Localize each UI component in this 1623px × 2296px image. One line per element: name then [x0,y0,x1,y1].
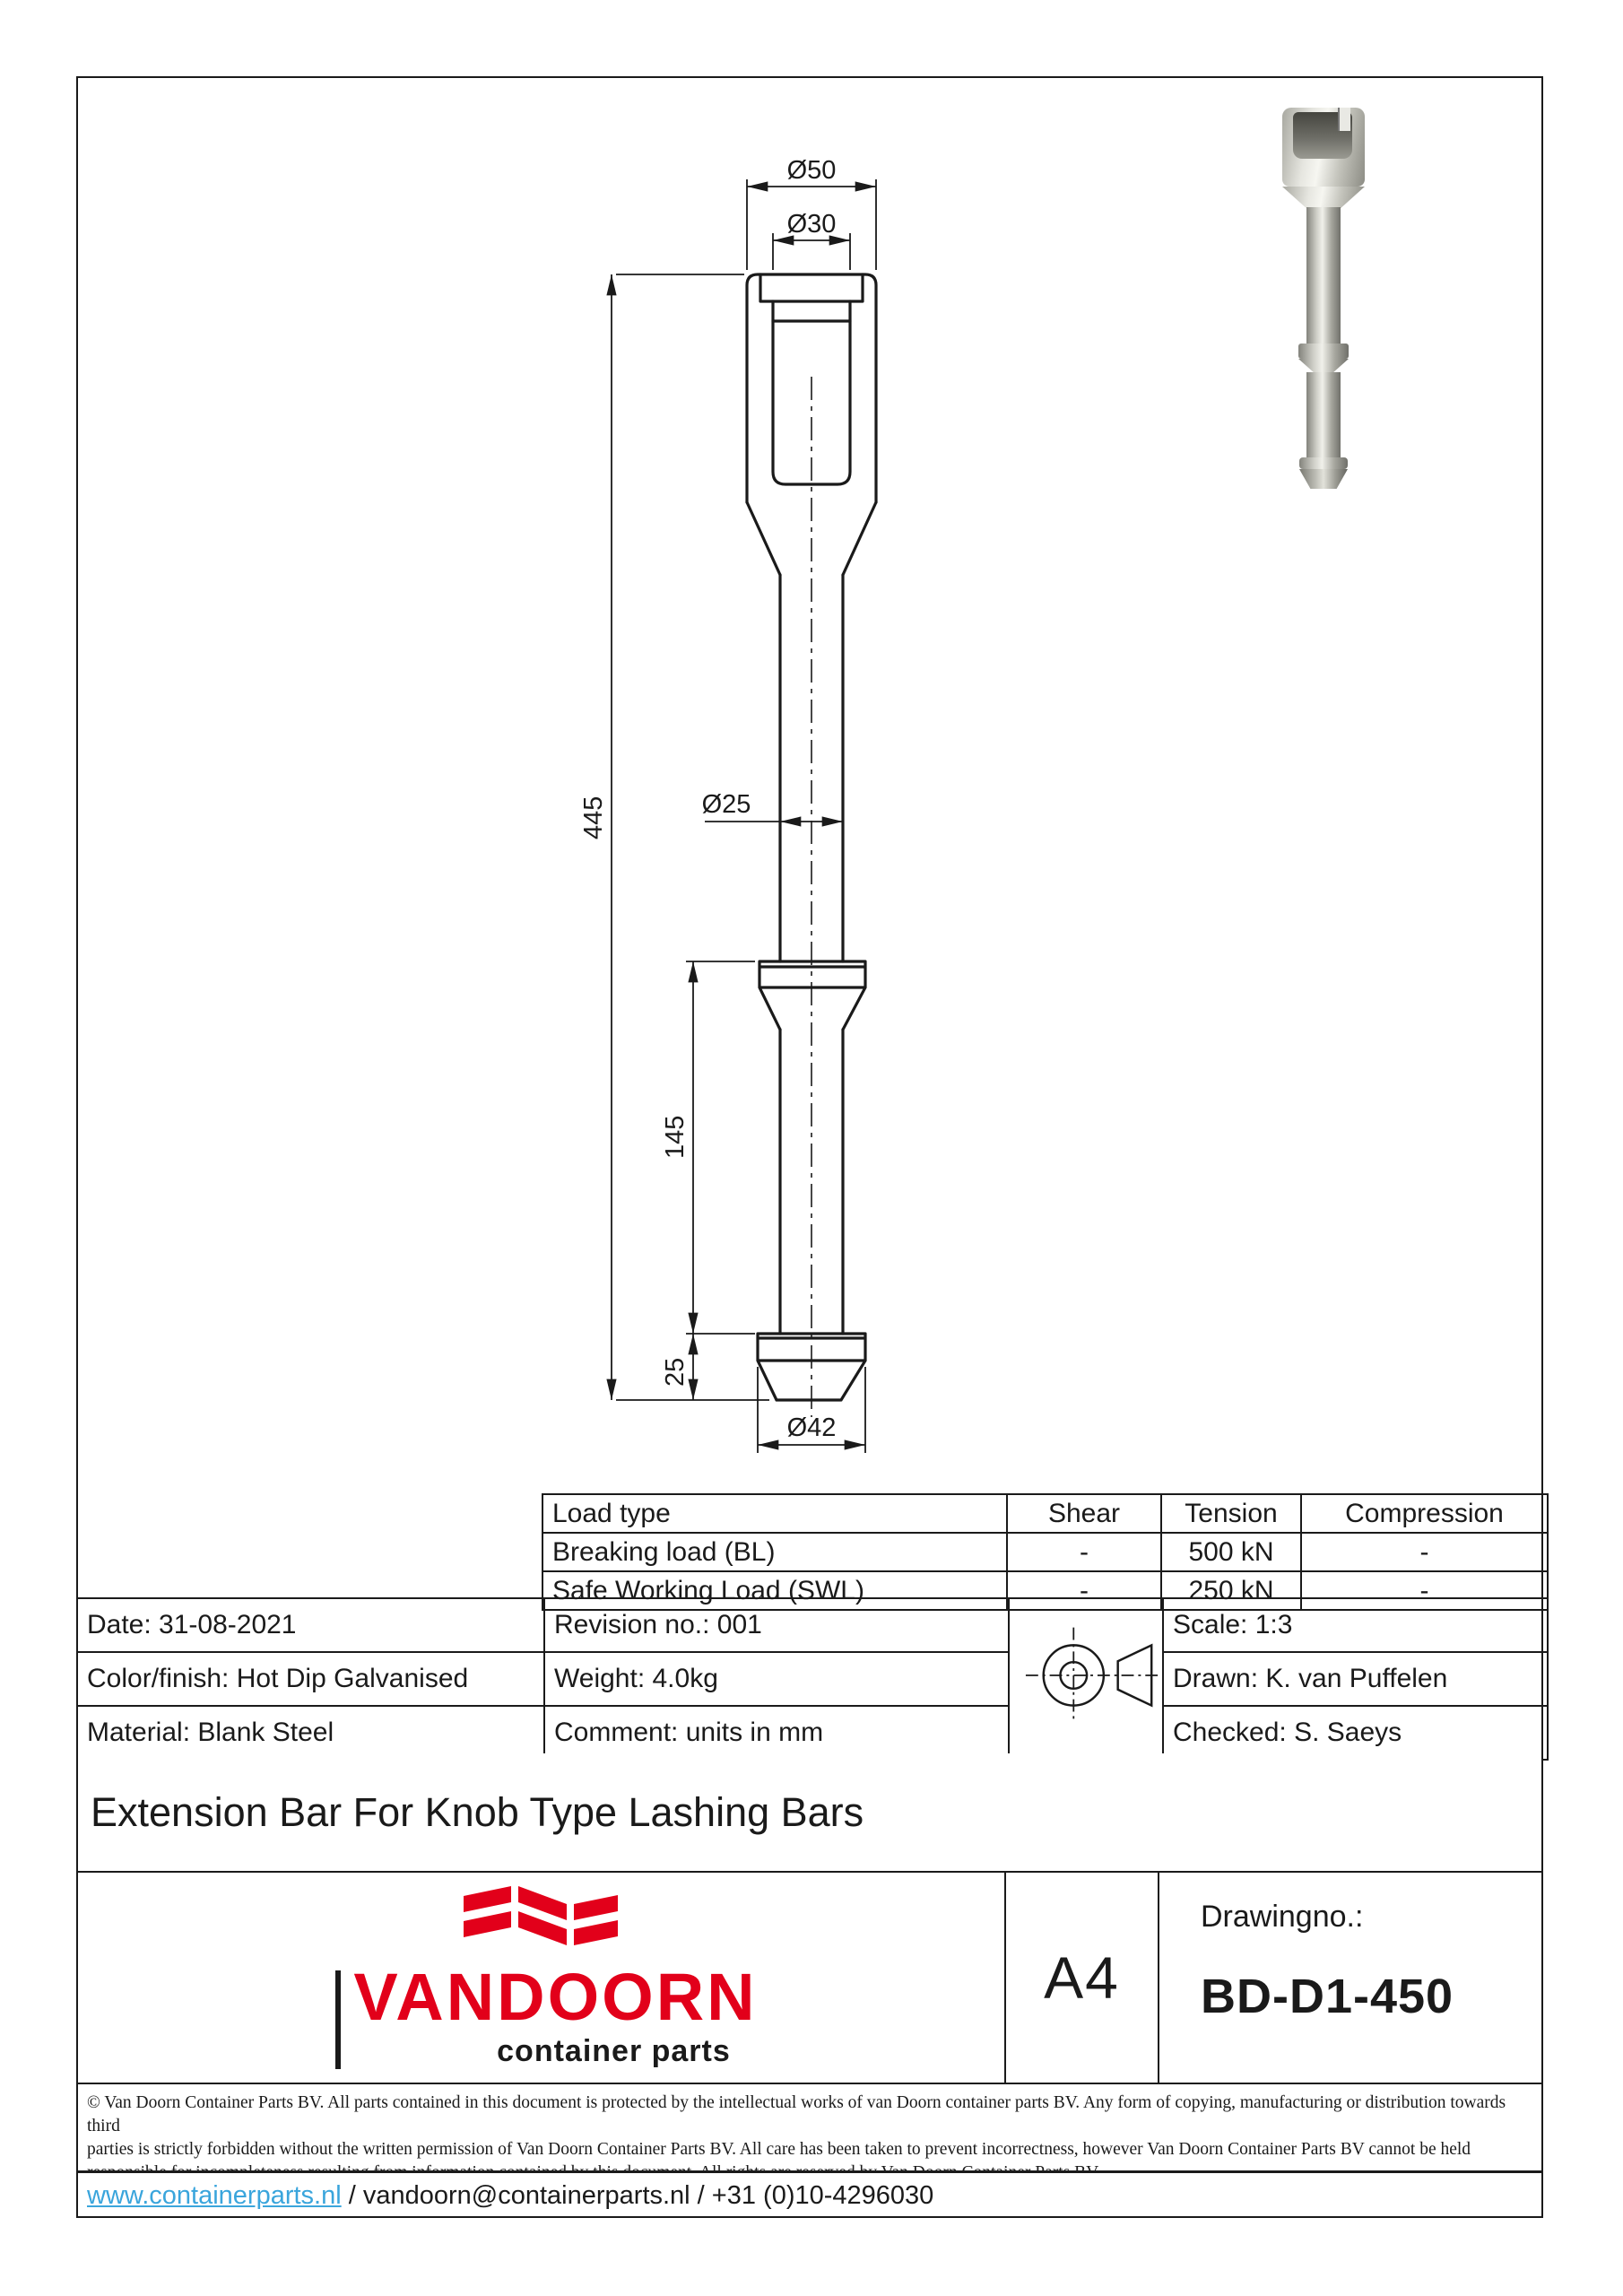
van-doorn-chevron-icon [462,1886,620,1947]
swl-tension: 250 kN [1161,1571,1301,1610]
copyright-line-1: © Van Doorn Container Parts BV. All parts contained in this document is protected by the intellectual works of van Doorn container parts BV. Any form of copying, manufacturing or distribution towards third [87,2093,1506,2135]
website-link[interactable]: www.containerparts.nl [87,2180,342,2210]
drawing-number-cell [1159,1873,1543,2083]
contact-footer [76,2170,1543,2218]
date-cell: Date: 31-08-2021 [77,1598,544,1652]
tension-header: Tension [1161,1494,1301,1533]
logo-tagline: container parts [497,2033,731,2068]
logo-band [76,1871,1543,2083]
breaking-load-shear: - [1007,1533,1161,1571]
dim-diameter-42: Ø42 [786,1413,837,1442]
dim-length-25: 25 [661,1357,690,1387]
paper-size-cell [1004,1873,1159,2083]
dim-length-445: 445 [579,796,608,839]
checked-cell: Checked: S. Saeys [1163,1706,1548,1760]
drawn-cell: Drawn: K. van Puffelen [1163,1652,1548,1706]
projection-symbol-cell [1009,1598,1163,1760]
title-block-table [76,1597,1549,1761]
dim-diameter-25: Ø25 [701,790,751,819]
breaking-load-compression: - [1301,1533,1548,1571]
render-knob-washer [1299,457,1348,469]
logo-wordmark [323,1960,758,2068]
logo-divider [335,1970,341,2068]
dim-length-145: 145 [661,1115,690,1159]
material-cell: Material: Blank Steel [77,1706,544,1760]
weight-cell: Weight: 4.0kg [544,1652,1009,1706]
scale-cell: Scale: 1:3 [1163,1598,1548,1652]
swl-shear: - [1007,1571,1161,1610]
part-3d-render [1280,106,1367,493]
revision-cell: Revision no.: 001 [544,1598,1009,1652]
render-socket-slot [1338,108,1350,131]
compression-header: Compression [1301,1494,1548,1533]
copyright-line-2: parties is strictly forbidden without the written permission of Van Doorn Container Parts BV. All care has been taken to prevent incorrectness, however Van Doorn Container Parts BV cannot be held [87,2140,1471,2159]
render-collar [1298,344,1349,359]
render-knob-cone [1299,469,1348,489]
drawing-title-band [76,1753,1543,1871]
load-type-header: Load type [542,1494,1007,1533]
contact-info: / vandoorn@containerparts.nl / +31 (0)10-4296030 [341,2180,934,2210]
render-head-taper [1282,187,1365,208]
render-upper-shaft [1306,207,1341,345]
company-logo [76,1873,1004,2083]
render-lower-shaft [1306,372,1341,458]
breaking-load-tension: 500 kN [1161,1533,1301,1571]
load-table-header-row [542,1494,1548,1533]
swl-label: Safe Working Load (SWL) [542,1571,1007,1610]
dim-diameter-50: Ø50 [786,156,837,185]
shear-header: Shear [1007,1494,1161,1533]
color-finish-cell: Color/finish: Hot Dip Galvanised [77,1652,544,1706]
breaking-load-row [542,1533,1548,1571]
comment-cell: Comment: units in mm [544,1706,1009,1760]
drawing-number-label: Drawingno.: [1201,1900,1364,1934]
load-table [542,1493,1549,1611]
drawing-number: BD-D1-450 [1201,1970,1454,2023]
drawing-title: Extension Bar For Knob Type Lashing Bars [91,1788,864,1835]
swl-compression: - [1301,1571,1548,1610]
logo-word-van: VAN [353,1960,498,2035]
paper-size: A4 [1044,1944,1120,2011]
first-angle-projection-icon [1019,1604,1163,1747]
breaking-load-label: Breaking load (BL) [542,1533,1007,1571]
dim-diameter-30: Ø30 [786,210,837,239]
render-collar-taper [1298,359,1349,373]
copyright-notice [76,2083,1543,2170]
logo-word-doorn: DOORN [497,1960,758,2035]
